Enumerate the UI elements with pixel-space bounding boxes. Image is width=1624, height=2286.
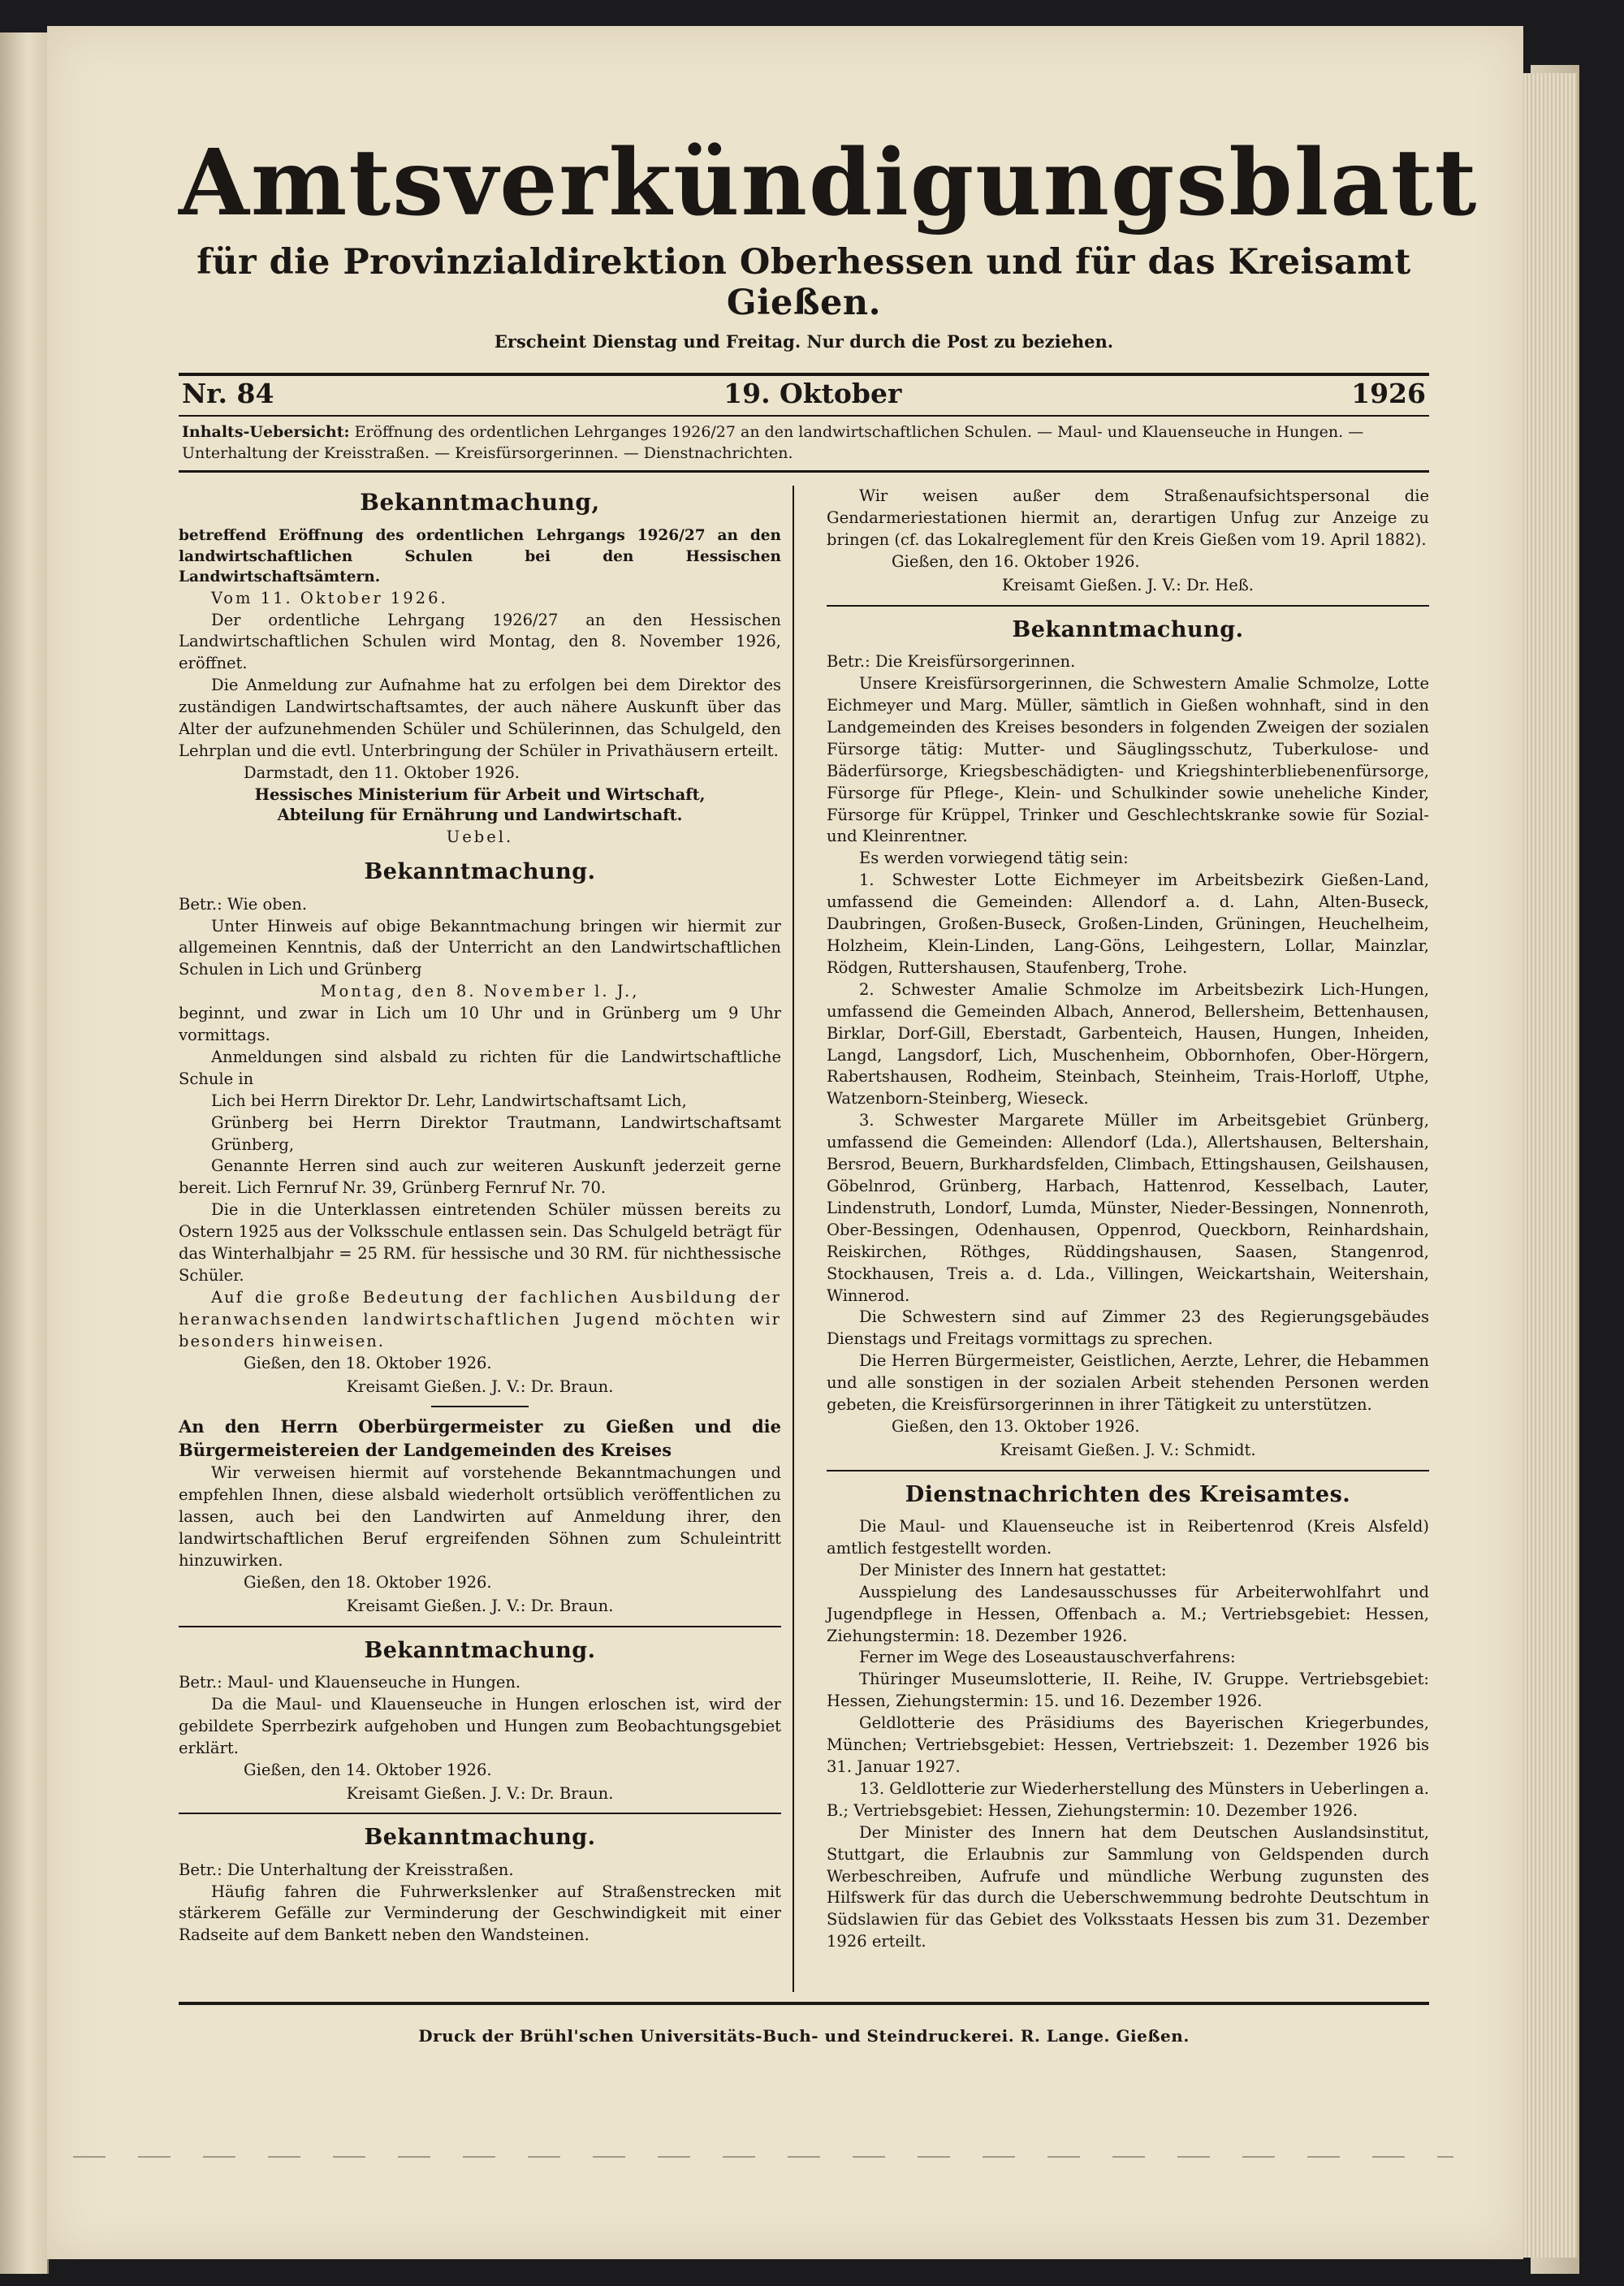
newspaper-page <box>47 26 1523 2259</box>
notice-4-sign: Kreisamt Gießen. J. V.: Dr. Braun. <box>346 1783 614 1803</box>
issue-date: 19. Oktober <box>723 378 902 409</box>
notice-5-betr: Betr.: Die Unterhaltung der Kreisstraßen. <box>179 1860 514 1879</box>
masthead-title: Amtsverkündigungsblatt <box>179 130 1479 236</box>
notice-2-p5: Die in die Unterklassen eintretenden Schüler müssen bereits zu Ostern 1925 aus der Volksschule entlassen sein. Das Schulgeld beträgt für das Winterhalbjahr = 25 RM. für hessische und 30 RM. für nichthessische Schüler. <box>179 1200 781 1286</box>
page-content <box>179 130 1479 2087</box>
issue-number: Nr. 84 <box>182 378 274 409</box>
notice-3-heading: An den Herrn Oberbürgermeister zu Gießen und die Bürgermeistereien der Landgemeinden des Kreises <box>179 1416 781 1461</box>
section-rule <box>827 605 1429 607</box>
notice-7-p4: Ferner im Wege des Loseaustauschverfahrens: <box>859 1648 1236 1667</box>
section-rule <box>179 1813 781 1814</box>
notice-6-p2: Es werden vorwiegend tätig sein: <box>859 849 1129 868</box>
notice-5-heading: Bekanntmachung. <box>364 1825 596 1851</box>
notice-6-p4: 2. Schwester Amalie Schmolze im Arbeitsbezirk Lich-Hungen, umfassend die Gemeinden Albach, Annerod, Bellersheim, Bettenhausen, Birklar, Dorf-Gill, Eberstadt, Garbenteich, Hausen, Hungen, Inheiden, Langd, Langsdorf, Lich, Muschenheim, Obbornhofen, Ober-Hörgern, Rabertshausen, Rodheim, Steinbach, Steinheim, Trais-Horloff, Utphe, Watzenborn-Steinberg, Wieseck. <box>827 979 1429 1108</box>
notice-6-p7: Die Herren Bürgermeister, Geistlichen, Aerzte, Lehrer, die Hebammen und alle sonstigen in der sozialen Arbeit stehenden Personen werden gebeten, die Kreisfürsorgerinnen in ihrer Tätigkeit zu unterstützen. <box>827 1351 1429 1415</box>
continuation-p1: Wir weisen außer dem Straßenaufsichtspersonal die Gendarmeriestationen hiermit an, derartigen Unfug zur Anzeige zu bringen (cf. das Lokalreglement für den Kreis Gießen vom 19. April 1882). <box>827 486 1429 550</box>
notice-7-p1: Die Maul- und Klauenseuche ist in Reibertenrod (Kreis Alsfeld) amtlich festgestellt worden. <box>827 1517 1429 1558</box>
notice-2-sign: Kreisamt Gießen. J. V.: Dr. Braun. <box>346 1376 614 1396</box>
notice-4-betr: Betr.: Maul- und Klauenseuche in Hungen. <box>179 1672 521 1692</box>
toc-label: Inhalts-Uebersicht: <box>182 423 350 441</box>
notice-6-p1: Unsere Kreisfürsorgerinnen, die Schwestern Amalie Schmolze, Lotte Eichmeyer und Marg. Müller, sämtlich in Gießen wohnhaft, sind in den Landgemeinden des Kreises besonders in folgenden Zweigen der sozialen Fürsorge tätig: Mutter- und Säuglingsschutz, Tuberkulose- und Bäderfürsorge, Kriegsbeschädigten- und Kriegshinterbliebenenfürsorge, Fürsorge für Pflege-, Klein- und Schulkinder sowie uneheliche Kinder, Fürsorge für Krüppel, Trinker und Geschlechtskranke sowie für Sozial- und Kleinrentner. <box>827 674 1429 846</box>
notice-6-date: Gießen, den 13. Oktober 1926. <box>892 1416 1140 1436</box>
notice-1-sign-name: Uebel. <box>446 828 514 847</box>
notice-6-betr: Betr.: Die Kreisfürsorgerinnen. <box>827 652 1076 672</box>
notice-1-sign-department: Abteilung für Ernährung und Landwirtschaft. <box>277 806 683 825</box>
pencil-mark <box>73 2156 1453 2158</box>
notice-3-date: Gießen, den 18. Oktober 1926. <box>244 1572 492 1592</box>
notice-4-date: Gießen, den 14. Oktober 1926. <box>244 1760 492 1779</box>
notice-1-p1: Der ordentliche Lehrgang 1926/27 an den Hessischen Landwirtschaftlichen Schulen wird Montag, den 8. November 1926, eröffnet. <box>179 610 781 673</box>
two-column-body <box>179 486 1429 2012</box>
notice-1-sign-ministry: Hessisches Ministerium für Arbeit und Wirtschaft, <box>254 784 706 804</box>
notice-6-p3: 1. Schwester Lotte Eichmeyer im Arbeitsbezirk Gießen-Land, umfassend die Gemeinden: Allendorf a. d. Lahn, Alten-Buseck, Daubringen, Großen-Buseck, Großen-Linden, Grüningen, Heuchelheim, Holzheim, Klein-Linden, Lang-Göns, Leihgestern, Lollar, Mainzlar, Rödgen, Ruttershausen, Staufenberg, Trohe. <box>827 871 1429 977</box>
notice-2-date: Gießen, den 18. Oktober 1926. <box>244 1353 492 1372</box>
notice-2-p3: Anmeldungen sind alsbald zu richten für die Landwirtschaftliche Schule in <box>179 1047 781 1088</box>
notice-6-heading: Bekanntmachung. <box>1012 616 1244 642</box>
right-column <box>827 486 1429 2012</box>
notice-6-p6: Die Schwestern sind auf Zimmer 23 des Regierungsgebäudes Dienstags und Freitags vormittags zu sprechen. <box>827 1307 1429 1349</box>
notice-1-from: Vom 11. Oktober 1926. <box>211 588 448 607</box>
notice-6-p5: 3. Schwester Margarete Müller im Arbeitsgebiet Grünberg, umfassend die Gemeinden: Allendorf (Lda.), Allertshausen, Beltershain, Bersrod, Beuern, Burkhardsfelden, Climbach, Ettingshausen, Geilshausen, Göbelnrod, Grünberg, Harbach, Hattenrod, Kesselbach, Lauter, Lindenstruth, Londorf, Lumda, Münster, Nieder-Bessingen, Nonnenroth, Ober-Bessingen, Odenhausen, Oppenrod, Queckborn, Reinhardshain, Reiskirchen, Röthges, Rüddingshausen, Saasen, Stangenrod, Stockhausen, Treis a. d. Lda., Villingen, Weickartshain, Weitershain, Winnerod. <box>827 1111 1429 1305</box>
notice-2-p2: beginnt, und zwar in Lich um 10 Uhr und in Grünberg um 9 Uhr vormittags. <box>179 1004 781 1045</box>
notice-3-sign: Kreisamt Gießen. J. V.: Dr. Braun. <box>346 1596 614 1615</box>
printer-imprint: Druck der Brühl'schen Universitäts-Buch- und Steindruckerei. R. Lange. Gießen. <box>418 2026 1190 2046</box>
publication-notice: Erscheint Dienstag und Freitag. Nur durch die Post zu beziehen. <box>494 331 1114 352</box>
issue-bar <box>179 373 1429 417</box>
notice-2-p6: Auf die große Bedeutung der fachlichen Ausbildung der heranwachsenden landwirtschaftlichen Jugend möchten wir besonders hinweisen. <box>179 1287 781 1350</box>
issue-year: 1926 <box>1351 378 1426 409</box>
notice-1-subject: betreffend Eröffnung des ordentlichen Lehrgangs 1926/27 an den landwirtschaftlichen Schulen bei den Hessischen Landwirtschaftsämtern. <box>179 527 781 586</box>
continuation-sign: Kreisamt Gießen. J. V.: Dr. Heß. <box>1001 576 1255 595</box>
notice-6-sign: Kreisamt Gießen. J. V.: Schmidt. <box>1000 1440 1256 1459</box>
notice-4-p1: Da die Maul- und Klauenseuche in Hungen erloschen ist, wird der gebildete Sperrbezirk aufgehoben und Hungen zum Beobachtungsgebiet erklärt. <box>179 1694 781 1757</box>
masthead-subtitle: für die Provinzialdirektion Oberhessen und für das Kreisamt Gießen. <box>197 242 1411 323</box>
column-divider <box>793 486 794 1992</box>
notice-7-p5: Thüringer Museumslotterie, II. Reihe, IV. Gruppe. Vertriebsgebiet: Hessen, Ziehungstermin: 15. und 16. Dezember 1926. <box>827 1670 1429 1711</box>
notice-2-p4: Genannte Herren sind auch zur weiteren Auskunft jederzeit gerne bereit. Lich Fernruf Nr. 39, Grünberg Fernruf Nr. 70. <box>179 1156 781 1198</box>
notice-7-p7: 13. Geldlotterie zur Wiederherstellung des Münsters in Ueberlingen a. B.; Vertriebsgebiet: Hessen, Ziehungstermin: 10. Dezember 1926. <box>827 1778 1429 1820</box>
section-rule <box>179 1626 781 1627</box>
notice-3-p1: Wir verweisen hiermit auf vorstehende Bekanntmachungen und empfehlen Ihnen, diese alsbald wiederholt ortsüblich veröffentlichen zu lassen, auch bei den Landwirten auf Anmeldung ihrer, den landwirtschaftlichen Beruf ergreifenden Söhnen zum Schuleintritt hinzuwirken. <box>179 1463 781 1571</box>
notice-1-p2: Die Anmeldung zur Aufnahme hat zu erfolgen bei dem Direktor des zuständigen Landwirtschaftsamtes, der auch nähere Auskunft über das Alter der aufzunehmenden Schüler und Schülerinnen, das Schulgeld, den Lehrplan und die evtl. Unterbringung der Schüler in Privathäusern erteilt. <box>179 676 781 760</box>
notice-4-heading: Bekanntmachung. <box>364 1637 596 1663</box>
notice-2-p1: Unter Hinweis auf obige Bekanntmachung bringen wir hiermit zur allgemeinen Kenntnis, daß der Unterricht an den Landwirtschaftlichen Schulen in Lich und Grünberg <box>179 916 781 979</box>
continuation-date: Gießen, den 16. Oktober 1926. <box>892 552 1140 572</box>
footer-rule <box>179 2002 1429 2005</box>
table-of-contents <box>179 417 1429 473</box>
left-column <box>179 486 781 2012</box>
notice-5-p1: Häufig fahren die Fuhrwerkslenker auf Straßenstrecken mit stärkerem Gefälle zur Verminderung der Geschwindigkeit mit einer Radseite auf dem Bankett neben den Wandsteinen. <box>179 1882 781 1945</box>
notice-2-betr: Betr.: Wie oben. <box>179 894 308 914</box>
left-facing-page <box>0 32 49 2274</box>
notice-1-heading: Bekanntmachung, <box>360 489 600 516</box>
section-rule <box>431 1406 529 1407</box>
notice-2-heading: Bekanntmachung. <box>364 859 596 885</box>
notice-7-p3: Ausspielung des Landesausschusses für Arbeiterwohlfahrt und Jugendpflege in Hessen, Offenbach a. M.; Vertriebsgebiet: Hessen, Ziehungstermin: 18. Dezember 1926. <box>827 1582 1429 1645</box>
notice-7-p8: Der Minister des Innern hat dem Deutschen Auslandsinstitut, Stuttgart, die Erlaubnis zur Sammlung von Geldspenden durch Werbeschreiben, Aufrufe und mündliche Werbung zugunsten des Hilfswerk für das durch die Ueberschwemmung bedrohte Deutschtum in Südslawien für das Gebiet des Volksstaats Hessen bis zum 31. Dezember 1926 erteilt. <box>827 1822 1429 1951</box>
toc-text: Eröffnung des ordentlichen Lehrganges 1926/27 an den landwirtschaftlichen Schulen. — Maul- und Klauenseuche in Hungen. — Unterhaltung der Kreisstraßen. — Kreisfürsorgerinnen. — Dienstnachrichten. <box>182 423 1364 463</box>
notice-2-item-gruenberg: Grünberg bei Herrn Direktor Trautmann, Landwirtschaftsamt Grünberg, <box>211 1113 781 1154</box>
notice-2-date-line: Montag, den 8. November l. J., <box>320 982 640 1001</box>
notice-1-date: Darmstadt, den 11. Oktober 1926. <box>244 763 520 782</box>
section-rule <box>827 1470 1429 1471</box>
notice-7-heading: Dienstnachrichten des Kreisamtes. <box>905 1481 1351 1507</box>
notice-7-p6: Geldlotterie des Präsidiums des Bayerischen Kriegerbundes, München; Vertriebsgebiet: Hessen, Vertriebszeit: 1. Dezember 1926 bis 31. Januar 1927. <box>827 1713 1429 1776</box>
notice-7-p2: Der Minister des Innern hat gestattet: <box>859 1560 1167 1579</box>
notice-2-item-lich: Lich bei Herrn Direktor Dr. Lehr, Landwirtschaftsamt Lich, <box>211 1091 687 1110</box>
